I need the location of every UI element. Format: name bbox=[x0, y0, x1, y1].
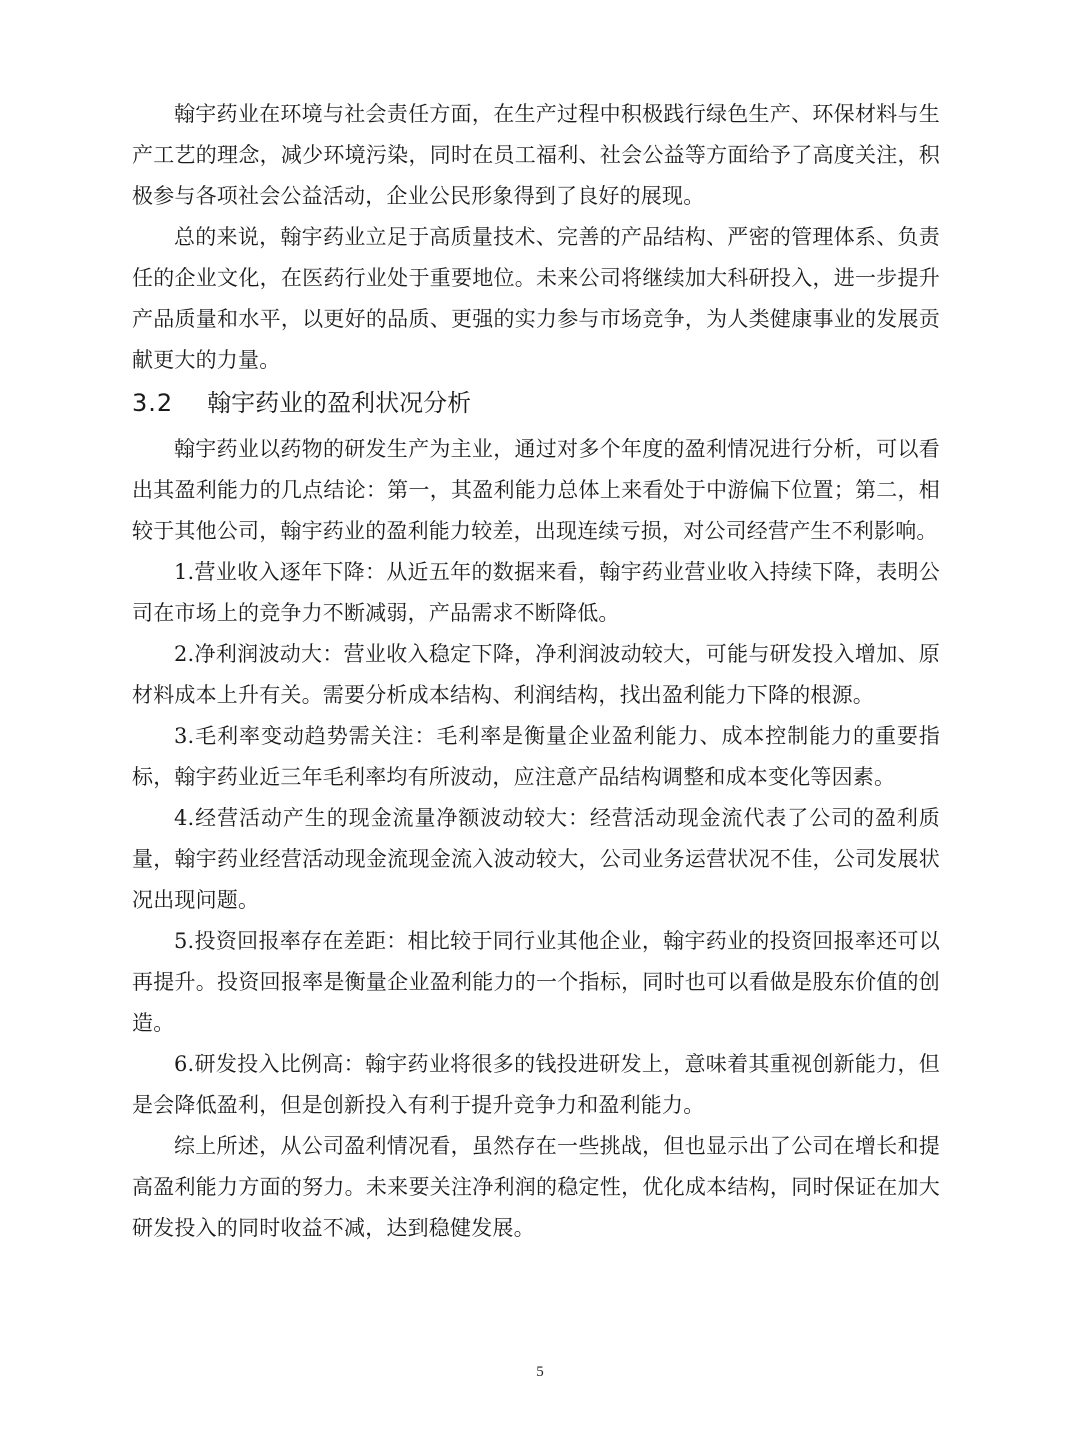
page-number: 5 bbox=[536, 1364, 544, 1380]
document-body bbox=[132, 94, 940, 1249]
list-item: 6.研发投入比例高：翰宇药业将很多的钱投进研发上，意味着其重视创新能力，但是会降低盈利，但是创新投入有利于提升竞争力和盈利能力。 bbox=[132, 1052, 940, 1117]
list-item: 4.经营活动产生的现金流量净额波动较大：经营活动现金流代表了公司的盈利质量，翰宇药业经营活动现金流现金流入波动较大，公司业务运营状况不佳，公司发展状况出现问题。 bbox=[132, 806, 940, 912]
list-item: 5.投资回报率存在差距：相比较于同行业其他企业，翰宇药业的投资回报率还可以再提升。投资回报率是衡量企业盈利能力的一个指标，同时也可以看做是股东价值的创造。 bbox=[132, 929, 940, 1035]
paragraph: 翰宇药业在环境与社会责任方面，在生产过程中积极践行绿色生产、环保材料与生产工艺的理念，减少环境污染，同时在员工福利、社会公益等方面给予了高度关注，积极参与各项社会公益活动，企业公民形象得到了良好的展现。 bbox=[132, 102, 940, 208]
section-number: 3.2 bbox=[132, 389, 174, 417]
list-item: 3.毛利率变动趋势需关注：毛利率是衡量企业盈利能力、成本控制能力的重要指标，翰宇药业近三年毛利率均有所波动，应注意产品结构调整和成本变化等因素。 bbox=[132, 724, 940, 789]
paragraph: 综上所述，从公司盈利情况看，虽然存在一些挑战，但也显示出了公司在增长和提高盈利能力方面的努力。未来要关注净利润的稳定性，优化成本结构，同时保证在加大研发投入的同时收益不减，达到稳健发展。 bbox=[132, 1134, 940, 1240]
list-item: 2.净利润波动大：营业收入稳定下降，净利润波动较大，可能与研发投入增加、原材料成本上升有关。需要分析成本结构、利润结构，找出盈利能力下降的根源。 bbox=[132, 642, 940, 707]
paragraph: 总的来说，翰宇药业立足于高质量技术、完善的产品结构、严密的管理体系、负责任的企业文化，在医药行业处于重要地位。未来公司将继续加大科研投入，进一步提升产品质量和水平，以更好的品质、更强的实力参与市场竞争，为人类健康事业的发展贡献更大的力量。 bbox=[132, 225, 940, 372]
section-title: 翰宇药业的盈利状况分析 bbox=[207, 389, 472, 417]
section-heading bbox=[132, 381, 940, 429]
paragraph: 翰宇药业以药物的研发生产为主业，通过对多个年度的盈利情况进行分析，可以看出其盈利能力的几点结论：第一，其盈利能力总体上来看处于中游偏下位置；第二，相较于其他公司，翰宇药业的盈利能力较差，出现连续亏损，对公司经营产生不利影响。 bbox=[132, 437, 940, 543]
list-item: 1.营业收入逐年下降：从近五年的数据来看，翰宇药业营业收入持续下降，表明公司在市场上的竞争力不断减弱，产品需求不断降低。 bbox=[132, 560, 940, 625]
